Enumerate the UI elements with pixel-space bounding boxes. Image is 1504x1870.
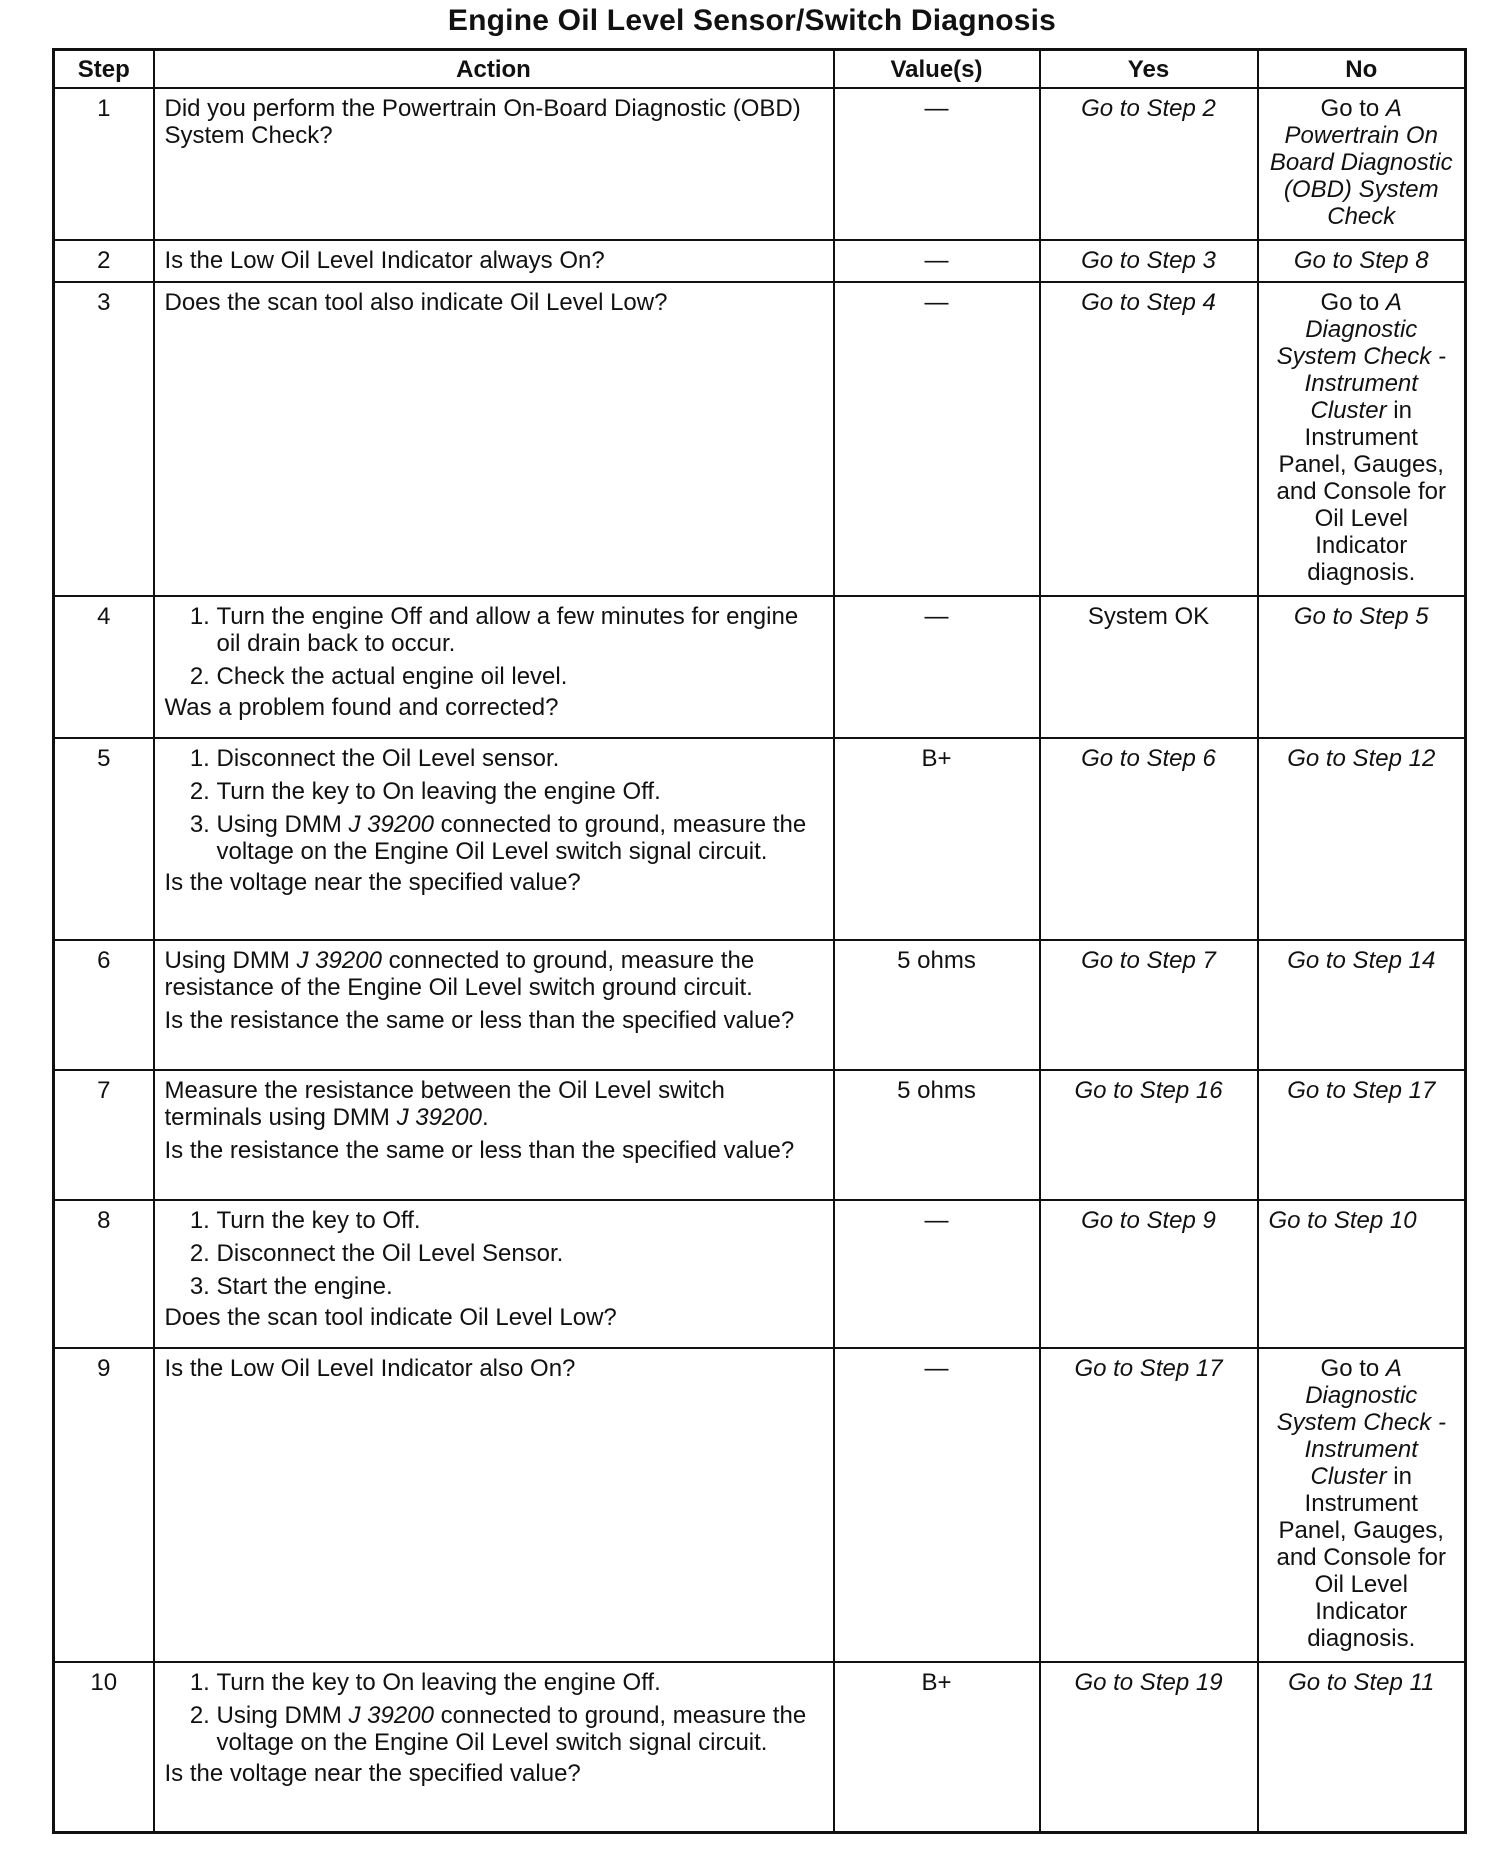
header-no: No bbox=[1258, 50, 1466, 89]
action-text: Did you perform the Powertrain On-Board Diagnostic (OBD) System Check? bbox=[164, 95, 801, 149]
no-cell: Go to Step 12 bbox=[1258, 738, 1466, 940]
header-step: Step bbox=[54, 50, 154, 89]
step-text-pre: Using DMM bbox=[216, 811, 349, 838]
action-cell bbox=[154, 88, 834, 240]
action-cell bbox=[154, 240, 834, 282]
action-cell bbox=[154, 596, 834, 738]
action-step: 1. Disconnect the Oil Level sensor. bbox=[217, 745, 823, 772]
value-cell: B+ bbox=[834, 1662, 1040, 1832]
value-cell: — bbox=[834, 1348, 1040, 1662]
action-step: 1. Turn the engine Off and allow a few minutes for engine oil drain back to occur. bbox=[217, 603, 823, 657]
value-cell: — bbox=[834, 282, 1040, 596]
action-steps bbox=[165, 603, 823, 690]
action-text bbox=[165, 947, 823, 1001]
value-cell: — bbox=[834, 596, 1040, 738]
table-row bbox=[54, 596, 1466, 738]
action-cell bbox=[154, 1662, 834, 1832]
header-values: Value(s) bbox=[834, 50, 1040, 89]
yes-cell: Go to Step 17 bbox=[1040, 1348, 1258, 1662]
step-number: 9 bbox=[54, 1348, 154, 1662]
step-text-post: connected to ground, measure the voltage on the Engine Oil Level switch signal circuit. bbox=[216, 811, 807, 865]
value-cell: 5 ohms bbox=[834, 1070, 1040, 1200]
value-cell: 5 ohms bbox=[834, 940, 1040, 1070]
action-text: Does the scan tool also indicate Oil Level Low? bbox=[164, 289, 668, 316]
action-step: 1. Turn the key to Off. bbox=[217, 1207, 823, 1234]
no-reference: A Powertrain On Board Diagnostic (OBD) System Check bbox=[1269, 95, 1453, 230]
action-step bbox=[217, 1702, 823, 1756]
header-action: Action bbox=[154, 50, 834, 89]
table-row bbox=[54, 1662, 1466, 1832]
yes-cell: Go to Step 9 bbox=[1040, 1200, 1258, 1348]
table-row bbox=[54, 240, 1466, 282]
action-cell bbox=[154, 1200, 834, 1348]
step-text-pre: Using DMM bbox=[216, 1702, 349, 1729]
no-suffix: in Instrument Panel, Gauges, and Console for Oil Level Indicator diagnosis. bbox=[1276, 397, 1446, 586]
value-cell: B+ bbox=[834, 738, 1040, 940]
action-text: Is the Low Oil Level Indicator also On? bbox=[164, 1355, 576, 1382]
step-number: 3 bbox=[54, 282, 154, 596]
step-number: 2 bbox=[54, 240, 154, 282]
action-step: 2. Disconnect the Oil Level Sensor. bbox=[217, 1240, 823, 1267]
action-step: 2. Check the actual engine oil level. bbox=[217, 663, 823, 690]
step-number: 8 bbox=[54, 1200, 154, 1348]
action-step bbox=[217, 811, 823, 865]
tool-ref: J 39200 bbox=[348, 1702, 434, 1729]
action-steps bbox=[165, 1207, 823, 1300]
action-question: Was a problem found and corrected? bbox=[164, 694, 559, 721]
action-pre: Measure the resistance between the Oil Level switch terminals using DMM bbox=[164, 1077, 725, 1131]
no-cell: Go to Step 17 bbox=[1258, 1070, 1466, 1200]
step-number: 7 bbox=[54, 1070, 154, 1200]
yes-cell: Go to Step 2 bbox=[1040, 88, 1258, 240]
yes-cell: Go to Step 3 bbox=[1040, 240, 1258, 282]
no-cell: Go to Step 14 bbox=[1258, 940, 1466, 1070]
table-row bbox=[54, 940, 1466, 1070]
action-cell bbox=[154, 1070, 834, 1200]
action-step: 3. Start the engine. bbox=[217, 1273, 823, 1300]
yes-cell: System OK bbox=[1040, 596, 1258, 738]
action-post: . bbox=[481, 1104, 489, 1131]
value-cell: — bbox=[834, 88, 1040, 240]
step-number: 10 bbox=[54, 1662, 154, 1832]
step-number: 5 bbox=[54, 738, 154, 940]
page-title: Engine Oil Level Sensor/Switch Diagnosis bbox=[447, 4, 1057, 37]
table-row bbox=[54, 738, 1466, 940]
no-cell: Go to Step 8 bbox=[1258, 240, 1466, 282]
no-prefix: Go to bbox=[1320, 1355, 1386, 1382]
action-cell bbox=[154, 940, 834, 1070]
no-suffix: in Instrument Panel, Gauges, and Console for Oil Level Indicator diagnosis. bbox=[1276, 1463, 1446, 1652]
table-row bbox=[54, 282, 1466, 596]
no-cell bbox=[1258, 282, 1466, 596]
header-yes: Yes bbox=[1040, 50, 1258, 89]
yes-cell: Go to Step 4 bbox=[1040, 282, 1258, 596]
table-row bbox=[54, 1070, 1466, 1200]
yes-cell: Go to Step 7 bbox=[1040, 940, 1258, 1070]
value-cell: — bbox=[834, 240, 1040, 282]
diagnosis-table bbox=[52, 48, 1467, 1834]
action-question: Does the scan tool indicate Oil Level Low? bbox=[164, 1304, 617, 1331]
no-cell: Go to Step 10 bbox=[1258, 1200, 1466, 1348]
step-text-post: connected to ground, measure the voltage on the Engine Oil Level switch signal circuit. bbox=[216, 1702, 807, 1756]
no-cell: Go to Step 5 bbox=[1258, 596, 1466, 738]
table-row bbox=[54, 1200, 1466, 1348]
table-header-row bbox=[54, 50, 1466, 89]
action-steps bbox=[165, 745, 823, 865]
yes-cell: Go to Step 6 bbox=[1040, 738, 1258, 940]
table-row bbox=[54, 1348, 1466, 1662]
no-prefix: Go to bbox=[1320, 289, 1386, 316]
action-text: Is the Low Oil Level Indicator always On? bbox=[164, 247, 605, 274]
action-text bbox=[165, 1077, 823, 1131]
no-cell bbox=[1258, 1348, 1466, 1662]
action-question: Is the resistance the same or less than the specified value? bbox=[164, 1137, 795, 1164]
action-question: Is the resistance the same or less than the specified value? bbox=[164, 1007, 795, 1034]
action-question: Is the voltage near the specified value? bbox=[164, 1760, 581, 1787]
tool-ref: J 39200 bbox=[348, 811, 434, 838]
value-cell: — bbox=[834, 1200, 1040, 1348]
no-prefix: Go to bbox=[1320, 95, 1386, 122]
tool-ref: J 39200 bbox=[396, 1104, 482, 1131]
action-question: Is the voltage near the specified value? bbox=[164, 869, 581, 896]
no-cell bbox=[1258, 88, 1466, 240]
action-post: connected to ground, measure the resistance of the Engine Oil Level switch ground circuit. bbox=[164, 947, 755, 1001]
yes-cell: Go to Step 16 bbox=[1040, 1070, 1258, 1200]
yes-cell: Go to Step 19 bbox=[1040, 1662, 1258, 1832]
action-pre: Using DMM bbox=[164, 947, 297, 974]
step-number: 6 bbox=[54, 940, 154, 1070]
no-reference: A Diagnostic System Check - Instrument Cluster bbox=[1276, 289, 1446, 424]
step-number: 4 bbox=[54, 596, 154, 738]
no-reference: A Diagnostic System Check - Instrument Cluster bbox=[1276, 1355, 1446, 1490]
action-cell bbox=[154, 1348, 834, 1662]
no-cell: Go to Step 11 bbox=[1258, 1662, 1466, 1832]
tool-ref: J 39200 bbox=[296, 947, 382, 974]
action-step: 1. Turn the key to On leaving the engine Off. bbox=[217, 1669, 823, 1696]
step-number: 1 bbox=[54, 88, 154, 240]
action-steps bbox=[165, 1669, 823, 1756]
action-cell bbox=[154, 282, 834, 596]
action-step: 2. Turn the key to On leaving the engine Off. bbox=[217, 778, 823, 805]
table-row bbox=[54, 88, 1466, 240]
action-cell bbox=[154, 738, 834, 940]
